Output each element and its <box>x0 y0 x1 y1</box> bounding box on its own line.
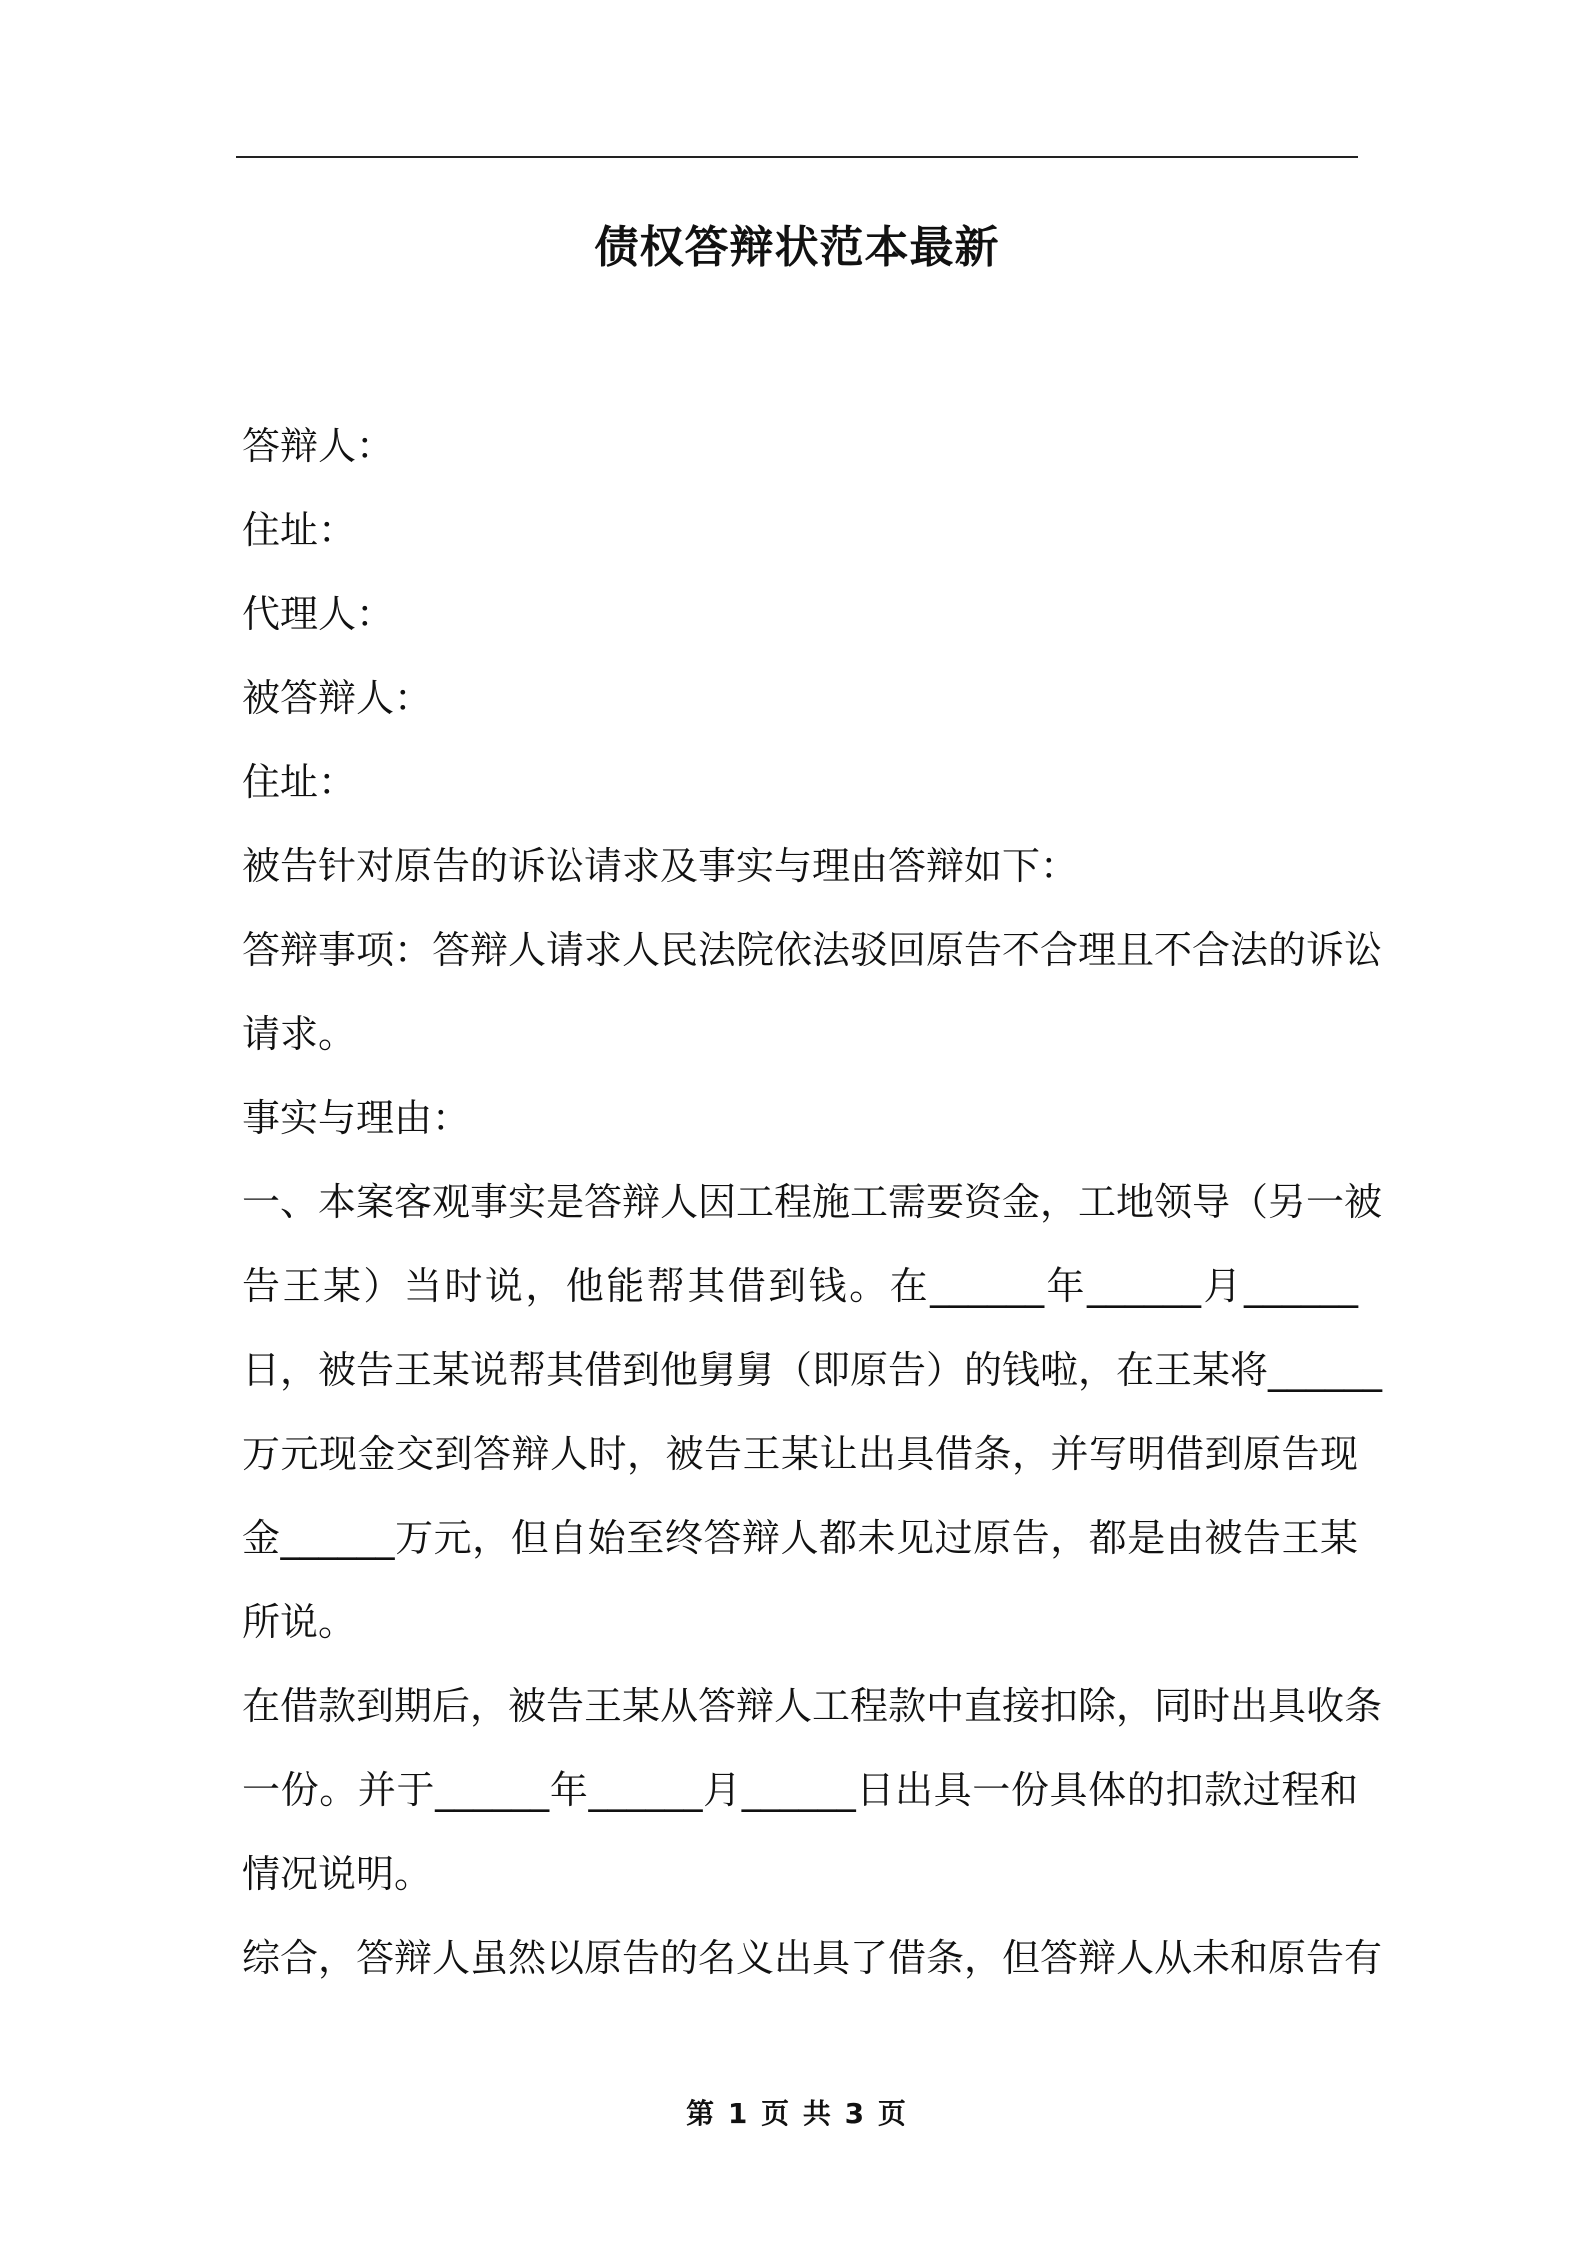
page-footer: 第 1 页 共 3 页 <box>686 2097 908 2130</box>
body-line: 答辩人： <box>242 424 395 468</box>
header-rule <box>236 156 1358 158</box>
body-line: 万元现金交到答辩人时，被告王某让出具借条，并写明借到原告现 <box>242 1432 1358 1476</box>
body-line: 事实与理由： <box>242 1096 471 1140</box>
body-line: 住址： <box>242 508 357 552</box>
body-line: 告王某）当时说，他能帮其借到钱。在______年______月______ <box>242 1264 1358 1308</box>
body-line: 日，被告王某说帮其借到他舅舅（即原告）的钱啦，在王某将______ <box>242 1348 1383 1392</box>
body-line: 一、本案客观事实是答辩人因工程施工需要资金，工地领导（另一被 <box>242 1180 1383 1224</box>
body-line: 一份。并于______年______月______日出具一份具体的扣款过程和 <box>242 1768 1358 1812</box>
document-body <box>242 404 1383 2000</box>
document-title: 债权答辩状范本最新 <box>594 222 1000 273</box>
body-line: 在借款到期后，被告王某从答辩人工程款中直接扣除，同时出具收条 <box>242 1684 1383 1728</box>
body-line: 请求。 <box>242 1012 357 1056</box>
body-line: 金______万元，但自始至终答辩人都未见过原告，都是由被告王某 <box>242 1516 1358 1560</box>
body-line: 所说。 <box>242 1600 357 1644</box>
body-line: 住址： <box>242 760 357 804</box>
body-line: 情况说明。 <box>242 1852 433 1896</box>
body-line: 被答辩人： <box>242 676 433 720</box>
body-line: 被告针对原告的诉讼请求及事实与理由答辩如下： <box>242 844 1079 888</box>
body-line: 综合，答辩人虽然以原告的名义出具了借条，但答辩人从未和原告有 <box>242 1936 1383 1980</box>
body-line: 代理人： <box>242 592 395 636</box>
body-line: 答辩事项：答辩人请求人民法院依法驳回原告不合理且不合法的诉讼 <box>242 928 1383 972</box>
